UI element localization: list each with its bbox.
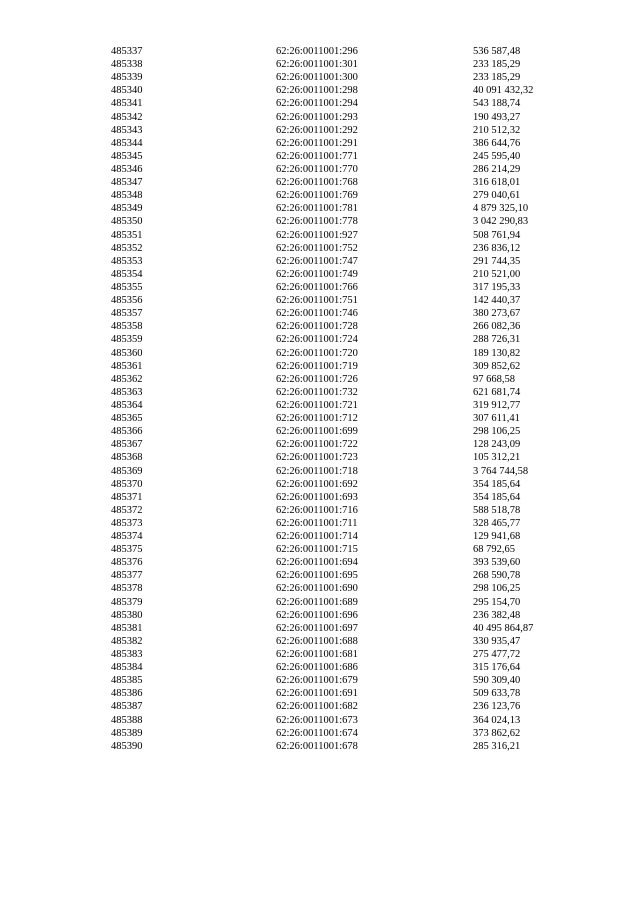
record-number-cell: 485346 (111, 163, 143, 175)
cadastral-number-cell: 62:26:0011001:724 (276, 334, 358, 346)
value-cell: 236 123,76 (473, 701, 521, 713)
value-cell: 288 726,31 (473, 334, 521, 346)
record-number-cell: 485349 (111, 203, 143, 215)
cadastral-number-cell: 62:26:0011001:699 (276, 426, 358, 438)
cadastral-number-cell: 62:26:0011001:720 (276, 347, 358, 359)
record-number-cell: 485345 (111, 150, 143, 162)
value-cell: 588 518,78 (473, 504, 521, 516)
record-number-cell: 485389 (111, 727, 143, 739)
record-number-cell: 485377 (111, 570, 143, 582)
table-row (0, 176, 640, 189)
value-cell: 295 154,70 (473, 596, 521, 608)
cadastral-number-cell: 62:26:0011001:298 (276, 85, 358, 97)
record-number-cell: 485371 (111, 491, 143, 503)
record-number-cell: 485359 (111, 334, 143, 346)
value-cell: 508 761,94 (473, 229, 521, 241)
table-row (0, 202, 640, 215)
value-cell: 236 836,12 (473, 242, 521, 254)
cadastral-number-cell: 62:26:0011001:695 (276, 570, 358, 582)
value-cell: 298 106,25 (473, 583, 521, 595)
table-row (0, 543, 640, 556)
record-number-cell: 485338 (111, 59, 143, 71)
cadastral-number-cell: 62:26:0011001:781 (276, 203, 358, 215)
record-number-cell: 485341 (111, 98, 143, 110)
cadastral-number-cell: 62:26:0011001:296 (276, 46, 358, 57)
cadastral-number-cell: 62:26:0011001:697 (276, 622, 358, 634)
value-cell: 210 512,32 (473, 124, 521, 136)
value-cell: 190 493,27 (473, 111, 521, 123)
cadastral-number-cell: 62:26:0011001:747 (276, 255, 358, 267)
cadastral-number-cell: 62:26:0011001:691 (276, 688, 358, 700)
table-row (0, 150, 640, 163)
table-row (0, 596, 640, 609)
value-cell: 330 935,47 (473, 635, 521, 647)
table-row (0, 281, 640, 294)
cadastral-number-cell: 62:26:0011001:686 (276, 662, 358, 674)
cadastral-number-cell: 62:26:0011001:746 (276, 308, 358, 320)
table-row (0, 674, 640, 687)
record-number-cell: 485360 (111, 347, 143, 359)
cadastral-number-cell: 62:26:0011001:752 (276, 242, 358, 254)
value-cell: 128 243,09 (473, 439, 521, 451)
value-cell: 309 852,62 (473, 360, 521, 372)
record-number-cell: 485370 (111, 478, 143, 490)
table-row (0, 111, 640, 124)
cadastral-number-cell: 62:26:0011001:769 (276, 190, 358, 202)
table-row (0, 517, 640, 530)
table-row (0, 255, 640, 268)
record-number-cell: 485361 (111, 360, 143, 372)
record-number-cell: 485373 (111, 517, 143, 529)
value-cell: 354 185,64 (473, 491, 521, 503)
value-cell: 210 521,00 (473, 268, 521, 280)
record-number-cell: 485353 (111, 255, 143, 267)
table-row (0, 609, 640, 622)
table-row (0, 569, 640, 582)
cadastral-number-cell: 62:26:0011001:732 (276, 386, 358, 398)
cadastral-number-cell: 62:26:0011001:770 (276, 163, 358, 175)
table-row (0, 242, 640, 255)
value-cell: 316 618,01 (473, 177, 521, 189)
value-cell: 328 465,77 (473, 517, 521, 529)
value-cell: 40 495 864,87 (473, 622, 534, 634)
value-cell: 285 316,21 (473, 740, 521, 752)
cadastral-number-cell: 62:26:0011001:674 (276, 727, 358, 739)
table-row (0, 373, 640, 386)
cadastral-number-cell: 62:26:0011001:689 (276, 596, 358, 608)
cadastral-number-cell: 62:26:0011001:293 (276, 111, 358, 123)
record-number-cell: 485339 (111, 72, 143, 84)
record-number-cell: 485357 (111, 308, 143, 320)
cadastral-number-cell: 62:26:0011001:927 (276, 229, 358, 241)
value-cell: 233 185,29 (473, 72, 521, 84)
cadastral-number-cell: 62:26:0011001:292 (276, 124, 358, 136)
value-cell: 536 587,48 (473, 46, 521, 57)
record-number-cell: 485369 (111, 465, 143, 477)
table-row (0, 320, 640, 333)
cadastral-number-cell: 62:26:0011001:721 (276, 399, 358, 411)
record-number-cell: 485365 (111, 413, 143, 425)
table-row (0, 478, 640, 491)
cadastral-number-cell: 62:26:0011001:692 (276, 478, 358, 490)
value-cell: 3 042 290,83 (473, 216, 529, 228)
table-row (0, 635, 640, 648)
table-row (0, 648, 640, 661)
table-row (0, 661, 640, 674)
table-row (0, 58, 640, 71)
value-cell: 393 539,60 (473, 557, 521, 569)
cadastral-number-cell: 62:26:0011001:678 (276, 740, 358, 752)
record-number-cell: 485387 (111, 701, 143, 713)
table-row (0, 556, 640, 569)
table-row (0, 465, 640, 478)
record-number-cell: 485356 (111, 295, 143, 307)
cadastral-number-cell: 62:26:0011001:291 (276, 137, 358, 149)
cadastral-number-cell: 62:26:0011001:682 (276, 701, 358, 713)
record-number-cell: 485355 (111, 281, 143, 293)
cadastral-number-cell: 62:26:0011001:749 (276, 268, 358, 280)
cadastral-number-cell: 62:26:0011001:723 (276, 452, 358, 464)
record-number-cell: 485342 (111, 111, 143, 123)
value-cell: 386 644,76 (473, 137, 521, 149)
table-row (0, 333, 640, 346)
value-cell: 319 912,77 (473, 399, 521, 411)
table-row (0, 215, 640, 228)
record-number-cell: 485351 (111, 229, 143, 241)
record-number-cell: 485337 (111, 46, 143, 57)
value-cell: 291 744,35 (473, 255, 521, 267)
record-number-cell: 485375 (111, 544, 143, 556)
record-number-cell: 485364 (111, 399, 143, 411)
record-number-cell: 485384 (111, 662, 143, 674)
record-number-cell: 485352 (111, 242, 143, 254)
value-cell: 266 082,36 (473, 321, 521, 333)
record-number-cell: 485348 (111, 190, 143, 202)
value-cell: 97 668,58 (473, 373, 515, 385)
table-row (0, 504, 640, 517)
table-row (0, 124, 640, 137)
cadastral-number-cell: 62:26:0011001:300 (276, 72, 358, 84)
value-cell: 245 595,40 (473, 150, 521, 162)
cadastral-number-cell: 62:26:0011001:693 (276, 491, 358, 503)
table-row (0, 71, 640, 84)
value-cell: 236 382,48 (473, 609, 521, 621)
table-row (0, 491, 640, 504)
record-number-cell: 485383 (111, 649, 143, 661)
value-cell: 298 106,25 (473, 426, 521, 438)
value-cell: 3 764 744,58 (473, 465, 529, 477)
value-cell: 40 091 432,32 (473, 85, 534, 97)
record-number-cell: 485354 (111, 268, 143, 280)
record-number-cell: 485372 (111, 504, 143, 516)
record-number-cell: 485358 (111, 321, 143, 333)
table-row (0, 163, 640, 176)
value-cell: 354 185,64 (473, 478, 521, 490)
record-number-cell: 485340 (111, 85, 143, 97)
value-cell: 364 024,13 (473, 714, 521, 726)
value-cell: 142 440,37 (473, 295, 521, 307)
table-row (0, 97, 640, 110)
table-row (0, 84, 640, 97)
table-row (0, 727, 640, 740)
table-row (0, 399, 640, 412)
data-table (0, 45, 640, 753)
cadastral-number-cell: 62:26:0011001:726 (276, 373, 358, 385)
record-number-cell: 485374 (111, 531, 143, 543)
value-cell: 286 214,29 (473, 163, 521, 175)
cadastral-number-cell: 62:26:0011001:716 (276, 504, 358, 516)
cadastral-number-cell: 62:26:0011001:771 (276, 150, 358, 162)
cadastral-number-cell: 62:26:0011001:673 (276, 714, 358, 726)
cadastral-number-cell: 62:26:0011001:768 (276, 177, 358, 189)
table-row (0, 622, 640, 635)
value-cell: 621 681,74 (473, 386, 521, 398)
record-number-cell: 485367 (111, 439, 143, 451)
cadastral-number-cell: 62:26:0011001:718 (276, 465, 358, 477)
table-row (0, 714, 640, 727)
cadastral-number-cell: 62:26:0011001:679 (276, 675, 358, 687)
table-row (0, 360, 640, 373)
value-cell: 380 273,67 (473, 308, 521, 320)
record-number-cell: 485385 (111, 675, 143, 687)
cadastral-number-cell: 62:26:0011001:751 (276, 295, 358, 307)
cadastral-number-cell: 62:26:0011001:694 (276, 557, 358, 569)
table-row (0, 530, 640, 543)
record-number-cell: 485366 (111, 426, 143, 438)
cadastral-number-cell: 62:26:0011001:766 (276, 281, 358, 293)
table-row (0, 347, 640, 360)
record-number-cell: 485363 (111, 386, 143, 398)
value-cell: 315 176,64 (473, 662, 521, 674)
cadastral-number-cell: 62:26:0011001:722 (276, 439, 358, 451)
value-cell: 509 633,78 (473, 688, 521, 700)
cadastral-number-cell: 62:26:0011001:712 (276, 413, 358, 425)
record-number-cell: 485390 (111, 740, 143, 752)
value-cell: 68 792,65 (473, 544, 515, 556)
record-number-cell: 485386 (111, 688, 143, 700)
value-cell: 279 040,61 (473, 190, 521, 202)
table-row (0, 740, 640, 753)
value-cell: 307 611,41 (473, 413, 520, 425)
cadastral-number-cell: 62:26:0011001:301 (276, 59, 358, 71)
record-number-cell: 485350 (111, 216, 143, 228)
cadastral-number-cell: 62:26:0011001:714 (276, 531, 358, 543)
record-number-cell: 485388 (111, 714, 143, 726)
table-row (0, 386, 640, 399)
record-number-cell: 485343 (111, 124, 143, 136)
cadastral-number-cell: 62:26:0011001:715 (276, 544, 358, 556)
record-number-cell: 485382 (111, 635, 143, 647)
cadastral-number-cell: 62:26:0011001:696 (276, 609, 358, 621)
value-cell: 129 941,68 (473, 531, 521, 543)
table-row (0, 438, 640, 451)
record-number-cell: 485344 (111, 137, 143, 149)
value-cell: 105 312,21 (473, 452, 521, 464)
table-row (0, 229, 640, 242)
record-number-cell: 485368 (111, 452, 143, 464)
table-row (0, 45, 640, 58)
cadastral-number-cell: 62:26:0011001:711 (276, 517, 358, 529)
cadastral-number-cell: 62:26:0011001:719 (276, 360, 358, 372)
record-number-cell: 485378 (111, 583, 143, 595)
table-row (0, 294, 640, 307)
value-cell: 543 188,74 (473, 98, 521, 110)
table-row (0, 700, 640, 713)
record-number-cell: 485376 (111, 557, 143, 569)
table-row (0, 189, 640, 202)
record-number-cell: 485380 (111, 609, 143, 621)
cadastral-number-cell: 62:26:0011001:690 (276, 583, 358, 595)
value-cell: 4 879 325,10 (473, 203, 529, 215)
value-cell: 317 195,33 (473, 281, 521, 293)
value-cell: 189 130,82 (473, 347, 521, 359)
cadastral-number-cell: 62:26:0011001:688 (276, 635, 358, 647)
table-row (0, 582, 640, 595)
table-row (0, 307, 640, 320)
record-number-cell: 485379 (111, 596, 143, 608)
cadastral-number-cell: 62:26:0011001:681 (276, 649, 358, 661)
table-row (0, 137, 640, 150)
table-row (0, 687, 640, 700)
record-number-cell: 485381 (111, 622, 143, 634)
value-cell: 590 309,40 (473, 675, 521, 687)
table-row (0, 451, 640, 464)
record-number-cell: 485362 (111, 373, 143, 385)
table-row (0, 425, 640, 438)
table-row (0, 268, 640, 281)
table-row (0, 412, 640, 425)
value-cell: 268 590,78 (473, 570, 521, 582)
record-number-cell: 485347 (111, 177, 143, 189)
value-cell: 275 477,72 (473, 649, 521, 661)
cadastral-number-cell: 62:26:0011001:294 (276, 98, 358, 110)
value-cell: 373 862,62 (473, 727, 521, 739)
cadastral-number-cell: 62:26:0011001:778 (276, 216, 358, 228)
value-cell: 233 185,29 (473, 59, 521, 71)
cadastral-number-cell: 62:26:0011001:728 (276, 321, 358, 333)
